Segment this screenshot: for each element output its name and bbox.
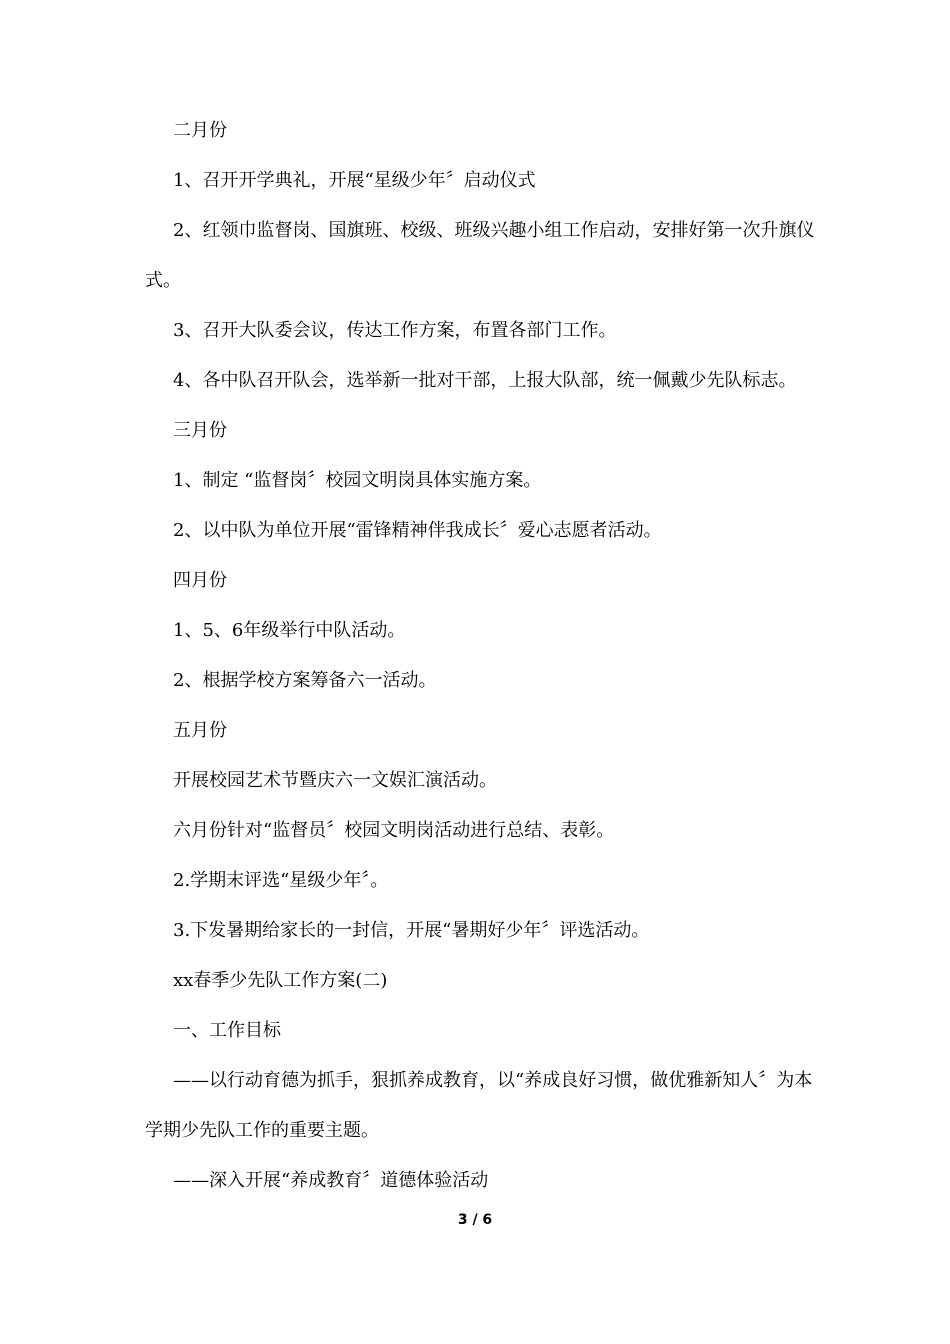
paragraph: 六月份针对“监督员〞校园文明岗活动进行总结、表彰。 (173, 820, 615, 841)
paragraph: 2、根据学校方案筹备六一活动。 (173, 670, 437, 691)
paragraph: 2、以中队为单位开展“雷锋精神伴我成长〞爱心志愿者活动。 (173, 520, 662, 541)
paragraph: 1、召开开学典礼，开展“星级少年〞启动仪式 (173, 170, 536, 191)
paragraph: 3、召开大队委会议，传达工作方案，布置各部门工作。 (173, 320, 617, 341)
document-subtitle: xx春季少先队工作方案(二) (173, 970, 388, 991)
paragraph: 1、5、6年级举行中队活动。 (173, 620, 406, 641)
section-heading-goals: 一、工作目标 (173, 1020, 281, 1041)
section-heading-march: 三月份 (173, 420, 227, 441)
paragraph: 2、红领巾监督岗、国旗班、校级、班级兴趣小组工作启动，安排好第一次升旗仪式。 (145, 220, 815, 291)
paragraph: 2.学期末评选“星级少年〞。 (173, 870, 389, 891)
paragraph: 1、制定 “监督岗〞校园文明岗具体实施方案。 (173, 470, 542, 491)
section-heading-may: 五月份 (173, 720, 227, 741)
paragraph: ——以行动育德为抓手，狠抓养成教育，以“养成良好习惯，做优雅新知人〞为本学期少先队工作的重要主题。 (145, 1070, 813, 1141)
paragraph: 开展校园艺术节暨庆六一文娱汇演活动。 (173, 770, 497, 791)
document-body (145, 106, 825, 1206)
paragraph: 3.下发暑期给家长的一封信，开展“暑期好少年〞评选活动。 (173, 920, 650, 941)
paragraph: ——深入开展“养成教育〞道德体验活动 (173, 1170, 489, 1191)
section-heading-february: 二月份 (173, 120, 227, 141)
paragraph: 4、各中队召开队会，选举新一批对干部，上报大队部，统一佩戴少先队标志。 (173, 370, 797, 391)
section-heading-april: 四月份 (173, 570, 227, 591)
page-number: 3 / 6 (457, 1212, 493, 1228)
